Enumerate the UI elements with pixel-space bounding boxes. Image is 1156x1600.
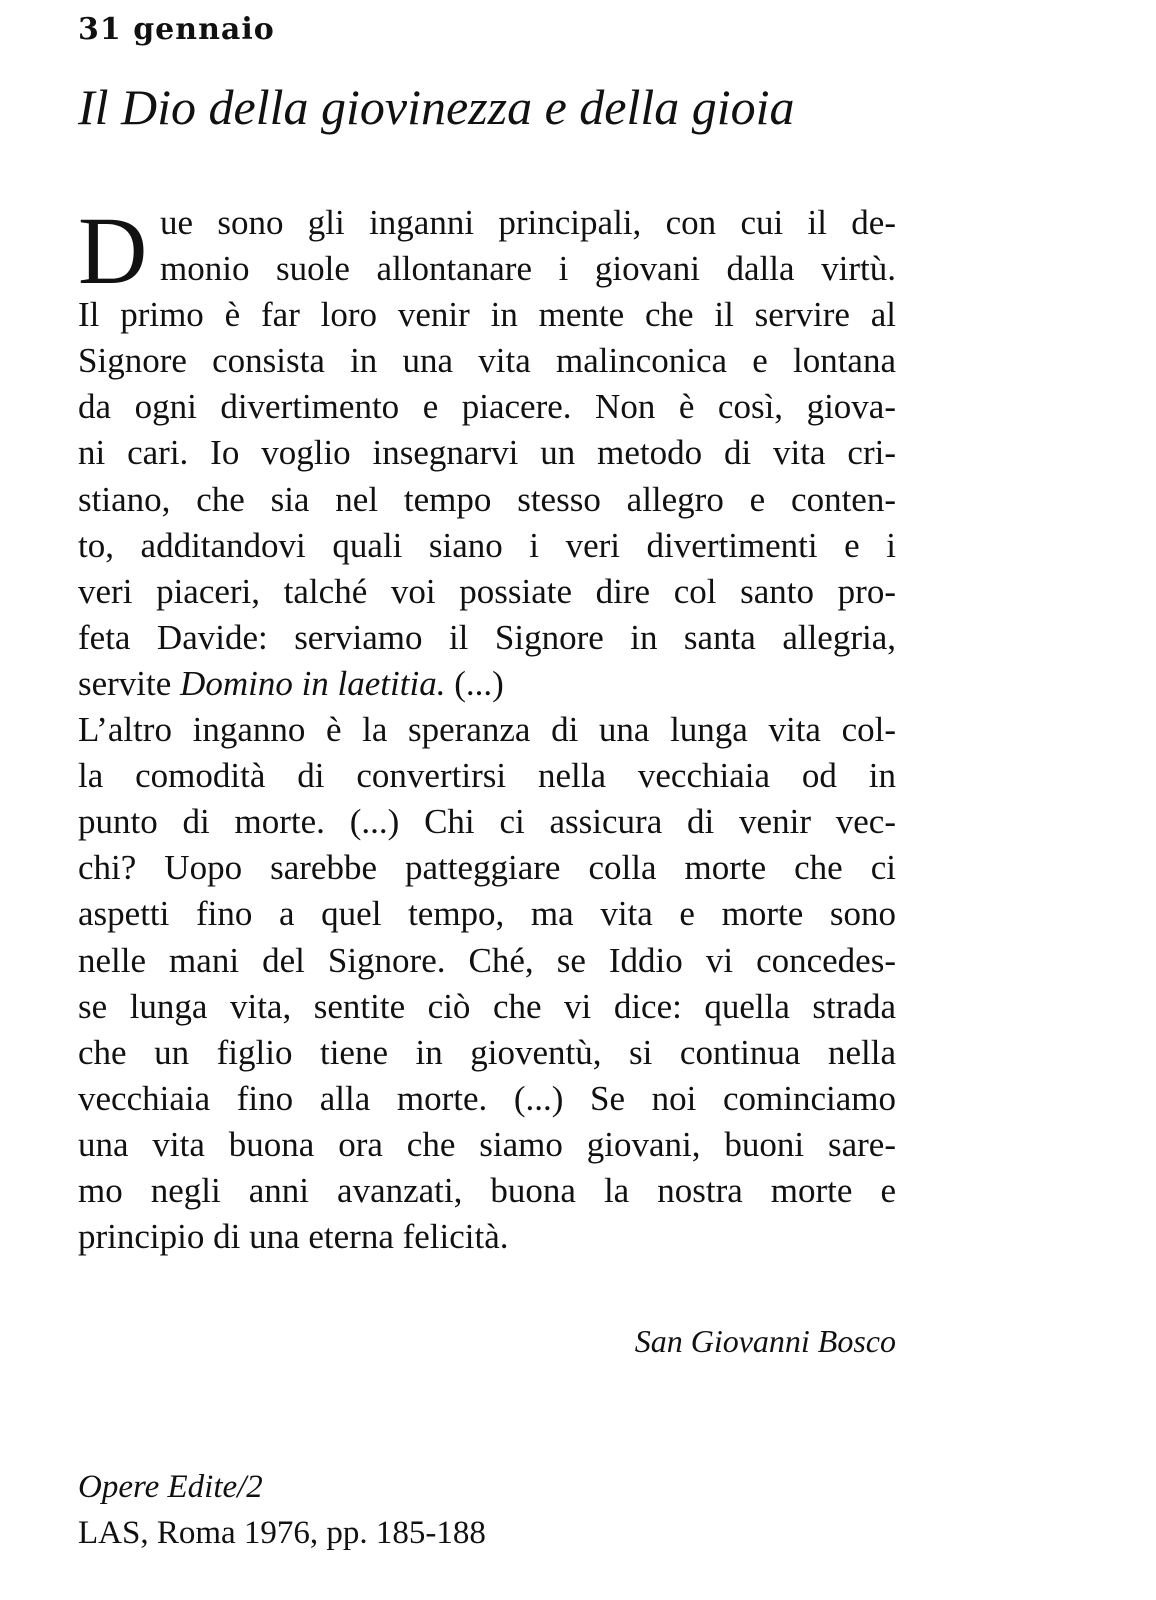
text-line: aspetti fino a quel tempo, ma vita e morte sono <box>78 894 896 934</box>
ellipsis: (...) <box>445 663 504 703</box>
source-citation <box>78 1464 486 1556</box>
text-line: veri piaceri, talché voi possiate dire col santo pro- <box>78 571 896 611</box>
source-publisher: LAS, Roma 1976, pp. 185-188 <box>78 1515 486 1551</box>
author-signature: San Giovanni Bosco <box>634 1323 896 1359</box>
text-line: se lunga vita, sentite ciò che vi dice: quella strada <box>78 986 896 1026</box>
latin-quote: Domino in laetitia. <box>180 663 446 703</box>
source-work: Opere Edite/2 <box>78 1469 263 1505</box>
drop-cap: D <box>78 197 148 304</box>
text-line: da ogni divertimento e piacere. Non è così, giova- <box>78 387 896 427</box>
text-line: una vita buona ora che siamo giovani, buoni sare- <box>78 1124 896 1164</box>
text-line: la comodità di convertirsi nella vecchiaia od in <box>78 756 896 796</box>
text-line: Signore consista in una vita malinconica e lontana <box>78 341 896 381</box>
text-line: Il primo è far loro venir in mente che il servire al <box>78 295 896 335</box>
text-line: mo negli anni avanzati, buona la nostra morte e <box>78 1170 896 1210</box>
text-line-servite <box>78 661 896 707</box>
text-line: principio di una eterna felicità. <box>78 1217 509 1257</box>
text-line: monio suole allontanare i giovani dalla virtù. <box>160 249 896 289</box>
text-line: stiano, che sia nel tempo stesso allegro e conten- <box>78 479 896 519</box>
text-line: to, additandovi quali siano i veri divertimenti e i <box>78 525 896 565</box>
text-line: ni cari. Io voglio insegnarvi un metodo di vita cri- <box>78 433 896 473</box>
text-line: chi? Uopo sarebbe patteggiare colla morte che ci <box>78 848 896 888</box>
text-line: punto di morte. (...) Chi ci assicura di venir vec- <box>78 802 896 842</box>
body-text <box>78 197 896 1260</box>
text-line: ue sono gli inganni principali, con cui il de- <box>160 203 896 242</box>
text-line: nelle mani del Signore. Ché, se Iddio vi concedes- <box>78 940 896 980</box>
date-heading: 31 gennaio <box>78 12 275 47</box>
servite-prefix: servite <box>78 663 181 703</box>
text-line: L’altro inganno è la speranza di una lunga vita col- <box>78 710 896 750</box>
text-line: vecchiaia fino alla morte. (...) Se noi cominciamo <box>78 1078 896 1118</box>
text-line: feta Davide: serviamo il Signore in santa allegria, <box>78 617 896 657</box>
text-line: che un figlio tiene in gioventù, si continua nella <box>78 1032 896 1072</box>
page-title: Il Dio della giovinezza e della gioia <box>78 79 795 135</box>
